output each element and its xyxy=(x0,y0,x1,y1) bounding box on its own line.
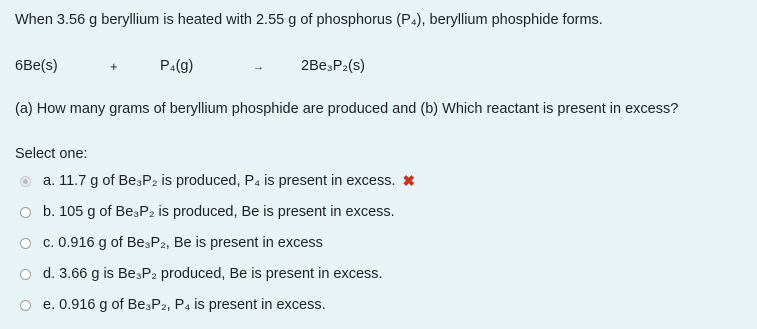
answer-option-b[interactable] xyxy=(20,201,395,223)
answer-option-label: b. 105 g of Be₃P₂ is produced, Be is present in excess. xyxy=(43,204,395,220)
equation-reactant-1: 6Be(s) xyxy=(15,58,58,74)
radio-button-e[interactable] xyxy=(20,300,31,311)
radio-button-b[interactable] xyxy=(20,207,31,218)
answer-option-label: c. 0.916 g of Be₃P₂, Be is present in excess xyxy=(43,235,323,251)
equation-reactant-2: P₄(g) xyxy=(160,58,194,74)
answer-option-label: d. 3.66 g is Be₃P₂ produced, Be is present in excess. xyxy=(43,266,383,282)
answer-option-a[interactable] xyxy=(20,170,415,192)
answer-option-label: a. 11.7 g of Be₃P₂ is produced, P₄ is present in excess. xyxy=(43,173,396,189)
radio-button-a[interactable] xyxy=(20,176,31,187)
answer-option-label: e. 0.916 g of Be₃P₂, P₄ is present in excess. xyxy=(43,297,326,313)
answer-option-c[interactable] xyxy=(20,232,323,254)
answer-option-e[interactable] xyxy=(20,294,326,316)
radio-button-d[interactable] xyxy=(20,269,31,280)
equation-arrow: → xyxy=(253,61,264,73)
answer-option-d[interactable] xyxy=(20,263,383,285)
question-text: When 3.56 g beryllium is heated with 2.55 g of phosphorus (P₄), beryllium phosphide forms. xyxy=(15,12,603,28)
radio-button-c[interactable] xyxy=(20,238,31,249)
sub-question-text: (a) How many grams of beryllium phosphide are produced and (b) Which reactant is present in excess? xyxy=(15,101,679,117)
equation-product: 2Be₃P₂(s) xyxy=(301,58,365,74)
incorrect-icon: ✖ xyxy=(402,173,416,190)
equation-plus: + xyxy=(110,59,118,74)
select-one-label: Select one: xyxy=(15,146,88,162)
